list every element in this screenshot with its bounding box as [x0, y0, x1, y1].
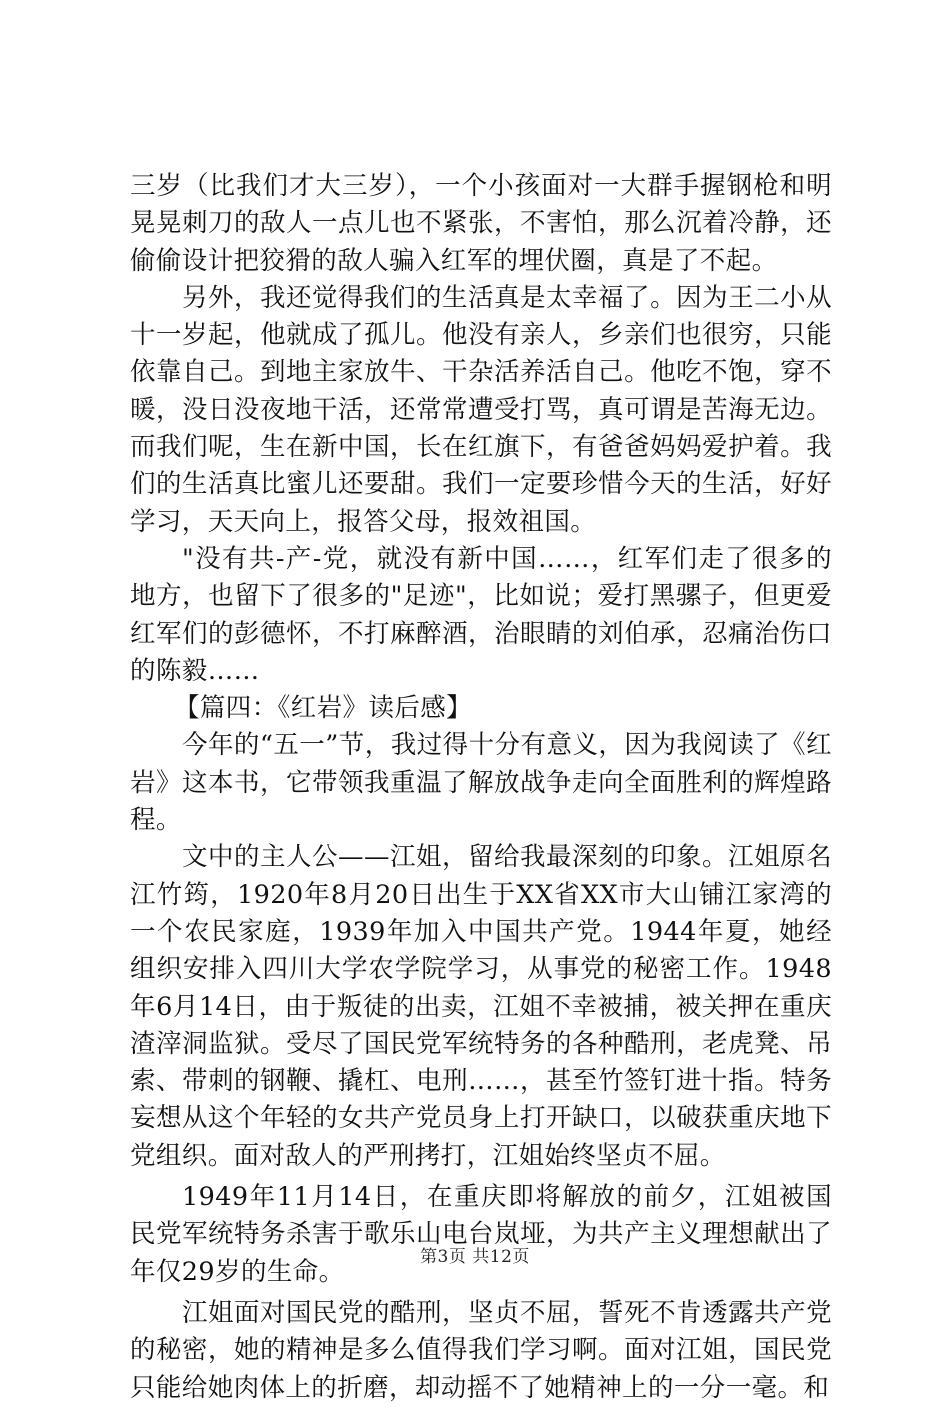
paragraph-may-day: 今年的“五一”节，我过得十分有意义，因为我阅读了《红岩》这本书，它带领我重温了解放战争走向全面胜利的辉煌路程。	[130, 730, 832, 836]
paragraph-happy-life: 另外，我还觉得我们的生活真是太幸福了。因为王二小从十一岁起，他就成了孤儿。他没有亲人，乡亲们也很穷，只能依靠自己。到地主家放牛、干杂活养活自己。他吃不饱，穿不暖，没日没夜地干活，还常常遭受打骂，真可谓是苦海无边。而我们呢，生在新中国，长在红旗下，有爸爸妈妈爱护着。我们的生活真比蜜儿还要甜。我们一定要珍惜今天的生活，好好学习，天天向上，报答父母，报效祖国。	[130, 282, 832, 537]
paragraph-1949: 1949年11月14日，在重庆即将解放的前夕，江姐被国民党军统特务杀害于歌乐山电台岚垭，为共产主义理想献出了年仅29岁的生命。	[130, 1182, 832, 1287]
paragraph-red-army: "没有共-产-党，就没有新中国……，红军们走了很多的地方，也留下了很多的"足迹"，比如说；爱打黑骡子，但更爱红军们的彭德怀，不打麻醉酒，治眼睛的刘伯承，忍痛治伤口的陈毅……	[130, 543, 832, 686]
paragraph-spirit: 江姐面对国民党的酷刑，坚贞不屈，誓死不肯透露共产党的秘密，她的精神是多么值得我们学习啊。面对江姐，国民党只能给她肉体上的折磨，却动摇不了她精神上的一分一毫。和	[130, 1297, 832, 1403]
paragraph-jiang-jie: 文中的主人公——江姐，留给我最深刻的印象。江姐原名江竹筠，1920年8月20日出生于XX省XX市大山铺江家湾的一个农民家庭，1939年加入中国共产党。1944年夏，她经组织安排入四川大学农学院学习，从事党的秘密工作。1948年6月14日，由于叛徒的出卖，江姐不幸被捕，被关押在重庆渣滓洞监狱。受尽了国民党军统特务的各种酷刑，老虎凳、吊索、带刺的钢鞭、撬杠、电刑……，甚至竹签钉进十指。特务妄想从这个年轻的女共产党员身上打开缺口，以破获重庆地下党组织。面对敌人的严刑拷打，江姐始终坚贞不屈。	[130, 842, 832, 1171]
document-body	[130, 168, 832, 1407]
paragraph-continuation: 三岁（比我们才大三岁），一个小孩面对一大群手握钢枪和明晃晃刺刀的敌人一点儿也不紧张，不害怕，那么沉着冷静，还偷偷设计把狡猾的敌人骗入红军的埋伏圈，真是了不起。	[130, 171, 832, 276]
page-number-footer: 第3页 共12页	[420, 1247, 530, 1267]
section-heading: 【篇四：《红岩》读后感】	[174, 693, 473, 724]
